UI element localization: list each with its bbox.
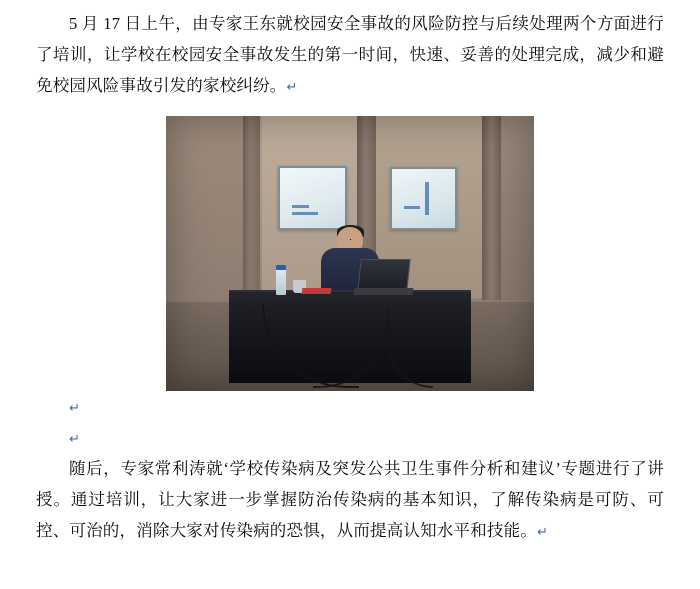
red-document [302,288,332,294]
photo-wall-right [501,116,534,309]
paragraph-2 [36,453,664,547]
paragraph-2-text: 随后，专家常利涛就‘学校传染病及突发公共卫生事件分析和建议’专题进行了讲授。通过培训，让大家进一步掌握防治传染病的基本知识，了解传染病是可防、可控、可治的，消除大家对传染病的恐惧，从而提高认知水平和技能。 [36,459,664,540]
screen-content-line [404,206,420,209]
paragraph-1-text: 5 月 17 日上午，由专家王东就校园安全事故的风险防控与后续处理两个方面进行了培训，让学校在校园安全事故发生的第一时间，快速、妥善的处理完成，减少和避免校园风险事故引发的家校纠纷。 [36,14,664,95]
empty-paragraph-2 [36,422,664,453]
projection-screen-right [390,167,457,230]
photo-column-right [482,116,500,303]
paragraph-mark: ↵ [69,431,80,446]
projection-screen-left [278,166,346,231]
paragraph-mark: ↵ [286,79,298,94]
water-bottle-cap [276,265,286,270]
paragraph-1 [36,8,664,102]
laptop-base [353,288,413,295]
paragraph-mark: ↵ [69,400,80,415]
laptop-screen [357,259,410,291]
screen-content-line [292,205,309,208]
screen-content-line [292,212,318,215]
screen-content-line [425,182,429,215]
figure-container [36,116,664,391]
training-photo [166,116,534,391]
photo-wall-left [166,116,243,303]
paragraph-mark: ↵ [537,524,549,539]
photo-column-left [243,116,260,303]
water-bottle [276,269,286,295]
empty-paragraph-1 [36,391,664,422]
glasses-icon [350,239,352,240]
